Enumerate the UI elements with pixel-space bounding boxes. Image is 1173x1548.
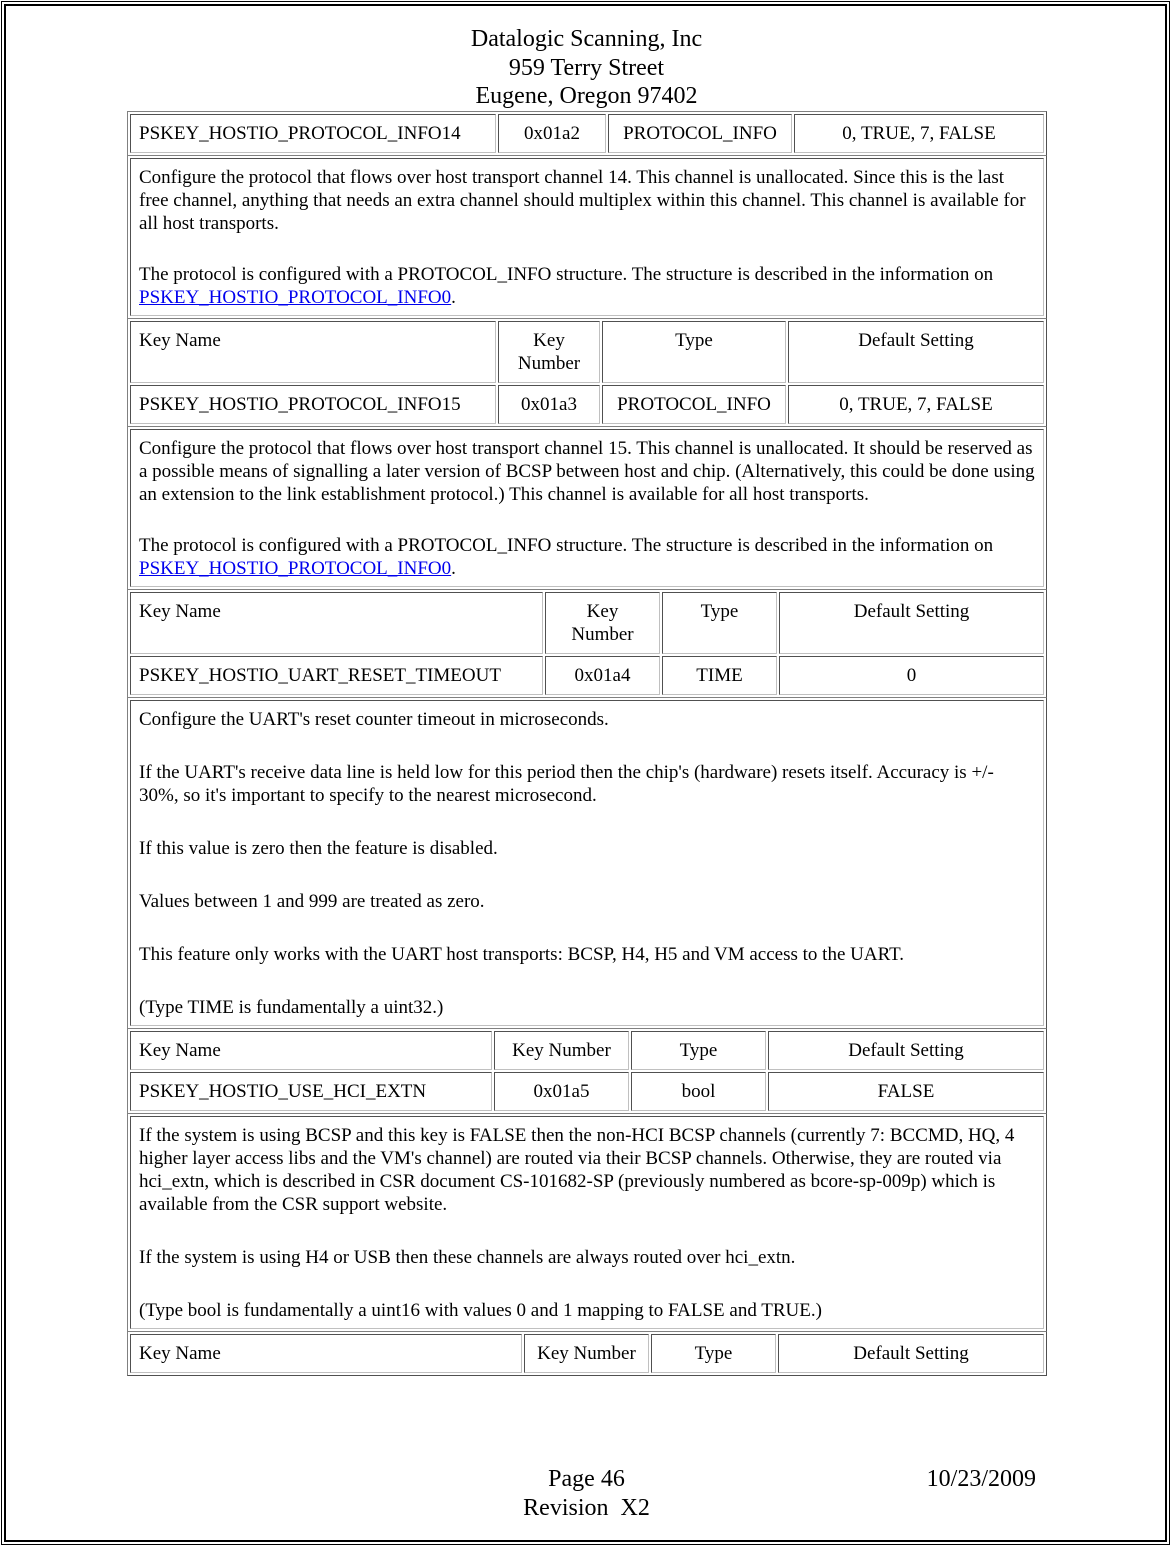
pskey-table-next [127,1331,1047,1376]
description-paragraph: Configure the protocol that flows over host transport channel 14. This channel is unallocated. Since this is the last free channel, anything that needs an extra channel should multiplex within this channel. This channel is available for all host transports. [139,167,1026,234]
company-street: 959 Terry Street [508,54,665,81]
description-paragraph: Configure the protocol that flows over host transport channel 15. This channel is unallocated. It should be reserved as a possible means of signalling a later version of BCSP between host and chip. (Alternatively, this could be done using an extension to the link establishment protocol.) This channel is available for all host transports. [139,438,1035,505]
description-table-use-hci-extn [127,1113,1047,1332]
revision: Revision X2 [523,1495,650,1521]
description-paragraph [139,534,1035,580]
key-name-cell: PSKEY_HOSTIO_USE_HCI_EXTN [130,1072,492,1111]
table-row [130,385,1044,424]
col-header-type: Type [651,1334,776,1373]
description-text: . [451,558,456,579]
default-setting-cell: 0, TRUE, 7, FALSE [794,114,1044,153]
description-table-info14 [127,155,1047,319]
description-paragraph: If this value is zero then the feature is disabled. [139,838,498,859]
description-table-uart-reset-timeout [127,697,1047,1029]
key-number-cell: 0x01a5 [494,1072,629,1111]
type-cell: PROTOCOL_INFO [602,385,786,424]
description-cell [130,700,1044,1026]
table-header-row [130,321,1044,383]
pskey-table-use-hci-extn [127,1028,1047,1114]
col-header-key-name: Key Name [130,321,496,383]
table-header-row [130,1031,1044,1070]
key-number-cell: 0x01a3 [498,385,600,424]
description-table-info15 [127,426,1047,590]
footer-date: 10/23/2009 [926,1466,1036,1492]
type-cell: TIME [662,656,777,695]
col-header-key-number: Key Number [498,321,600,383]
company-name: Datalogic Scanning, Inc [470,26,703,52]
col-header-default-setting: Default Setting [778,1334,1044,1373]
page-footer [0,1465,1173,1523]
col-header-key-name: Key Name [130,1334,522,1373]
description-paragraph: If the system is using BCSP and this key is FALSE then the non-HCI BCSP channels (currently 7: BCCMD, HQ, 4 higher layer access libs and the VM's channel) are routed via their BCSP channels. Otherwise, they are routed via hci_extn, which is described in CSR document CS-101682-SP (previously numbered as bcore-sp-009p) which is available from the CSR support website. [139,1125,1015,1215]
col-header-default-setting: Default Setting [788,321,1044,383]
col-header-type: Type [662,592,777,654]
description-paragraph: (Type TIME is fundamentally a uint32.) [139,997,444,1018]
description-text: The protocol is configured with a PROTOCOL_INFO structure. The structure is described in the information on [139,264,994,285]
col-header-key-name: Key Name [130,1031,492,1070]
type-cell: bool [631,1072,766,1111]
key-number-cell: 0x01a4 [545,656,660,695]
table-header-row [130,592,1044,654]
description-paragraph [139,263,1035,309]
page-number: Page 46 [548,1466,625,1492]
pskey-info0-link[interactable]: PSKEY_HOSTIO_PROTOCOL_INFO0 [139,287,452,308]
col-header-type: Type [602,321,786,383]
default-setting-cell: 0, TRUE, 7, FALSE [788,385,1044,424]
description-paragraph: If the UART's receive data line is held low for this period then the chip's (hardware) resets itself. Accuracy is +/- 30%, so it's important to specify to the nearest microsecond. [139,762,994,806]
table-row [130,158,1044,316]
pskey-table-info14 [127,111,1047,156]
pskey-table-info15 [127,318,1047,427]
document-body [127,111,1047,1375]
description-cell [130,1116,1044,1329]
col-header-key-name: Key Name [130,592,543,654]
key-name-cell: PSKEY_HOSTIO_PROTOCOL_INFO15 [130,385,496,424]
description-text: The protocol is configured with a PROTOCOL_INFO structure. The structure is described in the information on [139,535,994,556]
key-name-cell: PSKEY_HOSTIO_PROTOCOL_INFO14 [130,114,496,153]
table-row [130,429,1044,587]
company-city: Eugene, Oregon 97402 [475,83,698,109]
table-header-row [130,1334,1044,1373]
col-header-default-setting: Default Setting [779,592,1044,654]
description-paragraph: (Type bool is fundamentally a uint16 with values 0 and 1 mapping to FALSE and TRUE.) [139,1300,822,1321]
description-paragraph: If the system is using H4 or USB then these channels are always routed over hci_extn. [139,1247,796,1268]
table-row [130,1072,1044,1111]
description-text: . [451,287,456,308]
description-paragraph: Values between 1 and 999 are treated as zero. [139,891,485,912]
description-paragraph: Configure the UART's reset counter timeout in microseconds. [139,709,609,730]
table-row [130,656,1044,695]
pskey-info0-link[interactable]: PSKEY_HOSTIO_PROTOCOL_INFO0 [139,558,452,579]
col-header-default-setting: Default Setting [768,1031,1044,1070]
description-paragraph: This feature only works with the UART host transports: BCSP, H4, H5 and VM access to the UART. [139,944,905,965]
key-number-cell: 0x01a2 [498,114,606,153]
default-setting-cell: 0 [779,656,1044,695]
col-header-type: Type [631,1031,766,1070]
description-cell [130,158,1044,316]
table-row [130,1116,1044,1329]
pskey-table-uart-reset-timeout [127,589,1047,698]
col-header-key-number: Key Number [524,1334,649,1373]
description-cell [130,429,1044,587]
default-setting-cell: FALSE [768,1072,1044,1111]
table-row [130,114,1044,153]
col-header-key-number: Key Number [545,592,660,654]
col-header-key-number: Key Number [494,1031,629,1070]
table-row [130,700,1044,1026]
key-name-cell: PSKEY_HOSTIO_UART_RESET_TIMEOUT [130,656,543,695]
type-cell: PROTOCOL_INFO [608,114,792,153]
letterhead [0,25,1173,111]
